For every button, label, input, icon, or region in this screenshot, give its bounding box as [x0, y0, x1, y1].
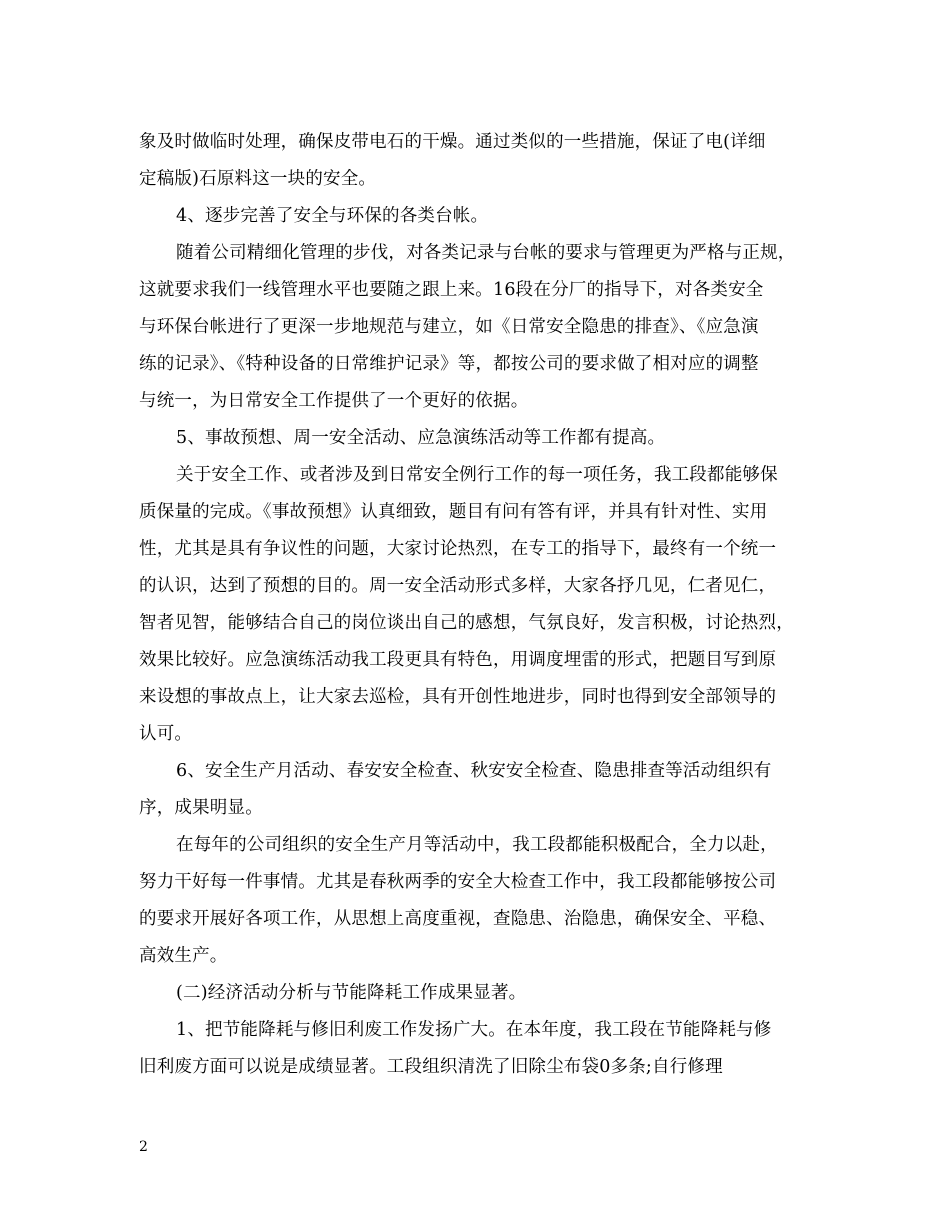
- text-line: 旧利废方面可以说是成绩显著。工段组织清洗了旧除尘布袋0多条;自行修理: [139, 1057, 723, 1077]
- text-line: 6、安全生产月活动、春安安全检查、秋安安全检查、隐患排查等活动组织有: [176, 761, 772, 781]
- text-line: 在每年的公司组织的安全生产月等活动中，我工段都能积极配合，全力以赴，: [176, 835, 778, 855]
- text-line: 来设想的事故点上，让大家去巡检，具有开创性地进步，同时也得到安全部领导的: [139, 687, 777, 707]
- text-line: 1、把节能降耗与修旧利废工作发扬广大。在本年度，我工段在节能降耗与修: [176, 1020, 772, 1040]
- text-line: 与统一，为日常安全工作提供了一个更好的依据。: [139, 391, 529, 411]
- text-line: (二)经济活动分析与节能降耗工作成果显著。: [176, 983, 527, 1003]
- text-line: 练的记录》、《特种设备的日常维护记录》等，都按公司的要求做了相对应的调整: [139, 354, 759, 374]
- text-line: 序，成果明显。: [139, 798, 263, 818]
- text-line: 的要求开展好各项工作，从思想上高度重视，查隐患、治隐患，确保安全、平稳、: [139, 909, 777, 929]
- text-line: 5、事故预想、周一安全活动、应急演练活动等工作都有提高。: [176, 428, 666, 448]
- text-line: 4、逐步完善了安全与环保的各类台帐。: [176, 206, 489, 226]
- text-line: 的认识，达到了预想的目的。周一安全活动形式多样，大家各抒几见，仁者见仁，: [139, 576, 777, 596]
- text-line: 定稿版)石原料这一块的安全。: [139, 169, 377, 189]
- text-line: 与环保台帐进行了更深一步地规范与建立，如《日常安全隐患的排查》、《应急演: [139, 317, 759, 337]
- text-line: 智者见智，能够结合自己的岗位谈出自己的感想，气氛良好，发言积极，讨论热烈，: [139, 613, 794, 633]
- text-line: 象及时做临时处理，确保皮带电石的干燥。通过类似的一些措施，保证了电(详细: [139, 132, 766, 152]
- page-number: 2: [139, 1139, 148, 1155]
- text-line: 高效生产。: [139, 946, 228, 966]
- text-line: 关于安全工作、或者涉及到日常安全例行工作的每一项任务，我工段都能够保: [176, 465, 778, 485]
- text-line: 质保量的完成。《事故预想》认真细致，题目有问有答有评，并具有针对性、实用: [139, 502, 768, 522]
- text-line: 认可。: [139, 724, 193, 744]
- text-line: 性，尤其是具有争议性的问题，大家讨论热烈，在专工的指导下，最终有一个统一: [139, 539, 777, 559]
- text-line: 效果比较好。应急演练活动我工段更具有特色，用调度埋雷的形式，把题目写到原: [139, 650, 777, 670]
- text-line: 随着公司精细化管理的步伐，对各类记录与台帐的要求与管理更为严格与正规，: [176, 243, 796, 263]
- text-line: 努力干好每一件事情。尤其是春秋两季的安全大检查工作中，我工段都能够按公司: [139, 872, 777, 892]
- text-line: 这就要求我们一线管理水平也要随之跟上来。16段在分厂的指导下，对各类安全: [139, 280, 764, 300]
